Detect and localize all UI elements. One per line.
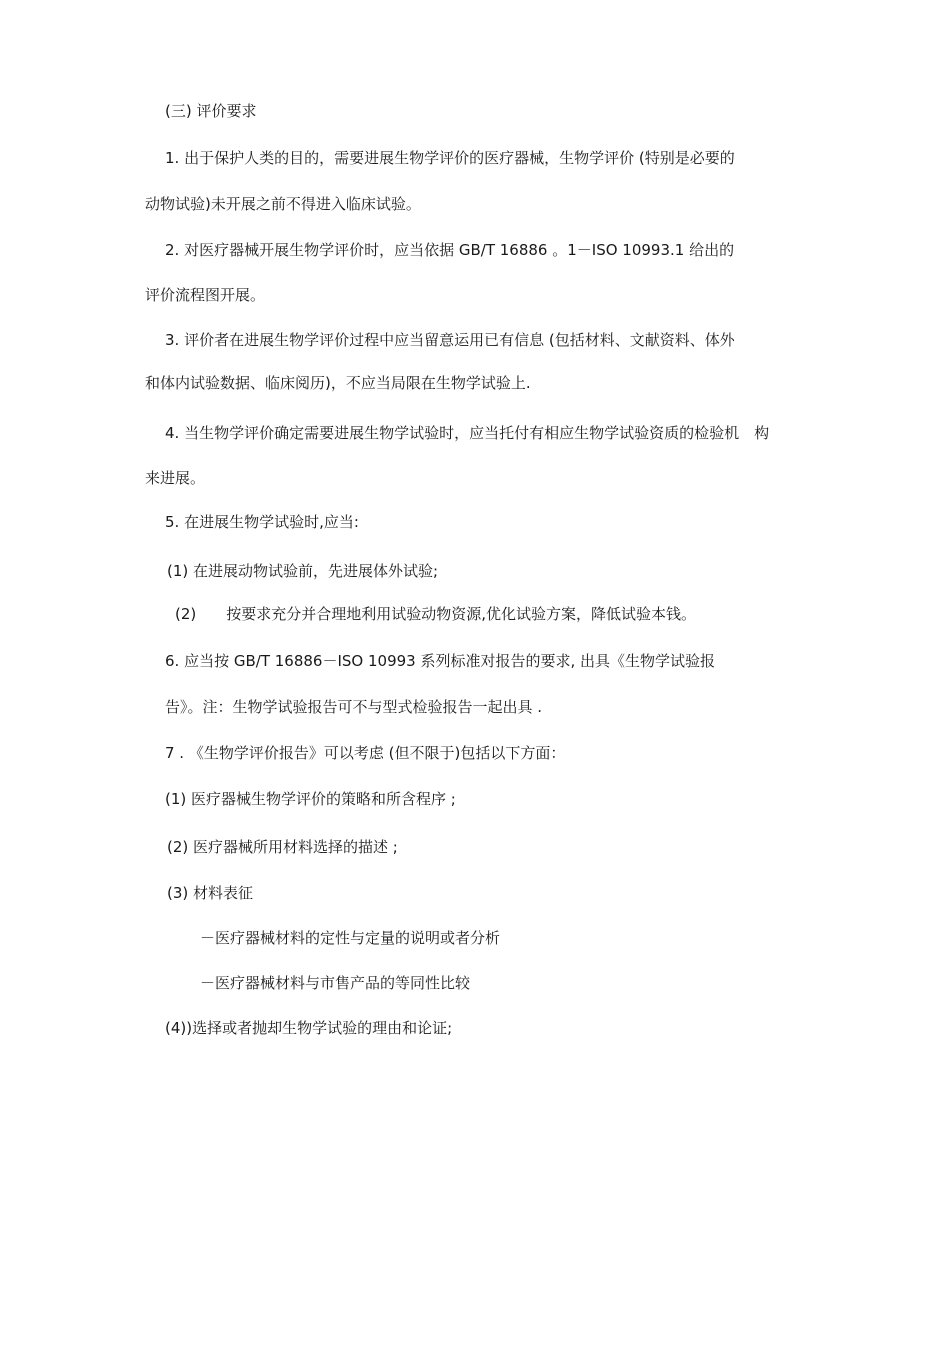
list-item: (2) 医疗器械所用材料选择的描述 ;: [167, 838, 398, 856]
list-item: (1) 医疗器械生物学评价的策略和所含程序 ;: [165, 790, 456, 808]
paragraph-line: 3. 评价者在进展生物学评价过程中应当留意运用已有信息 (包括材料、文献资料、体外: [165, 331, 735, 349]
list-item: (2) 按要求充分并合理地利用试验动物资源,优化试验方案，降低试验本钱。: [175, 605, 697, 623]
paragraph-line: 4. 当生物学评价确定需要进展生物学试验时，应当托付有相应生物学试验资质的检验机 构: [165, 424, 770, 442]
paragraph-line: 来进展。: [145, 469, 206, 487]
paragraph-line: 告》。注：生物学试验报告可不与型式检验报告一起出具 .: [165, 698, 543, 716]
paragraph-line: 和体内试验数据、临床阅历)，不应当局限在生物学试验上.: [145, 374, 531, 392]
section-heading: (三) 评价要求: [165, 102, 257, 120]
paragraph-line: 5. 在进展生物学试验时,应当:: [165, 513, 359, 531]
paragraph-line: 评价流程图开展。: [145, 286, 266, 304]
paragraph-line: 6. 应当按 GB/T 16886－ISO 10993 系列标准对报告的要求, 出具《生物学试验报: [165, 652, 716, 670]
paragraph-line: 1. 出于保护人类的目的，需要进展生物学评价的医疗器械，生物学评价 (特别是必要的: [165, 149, 735, 167]
sub-list-item: －医疗器械材料与市售产品的等同性比较: [200, 974, 471, 992]
paragraph-line: 动物试验)未开展之前不得进入临床试验。: [145, 195, 421, 213]
list-item: (3) 材料表征: [167, 884, 254, 902]
sub-list-item: －医疗器械材料的定性与定量的说明或者分析: [200, 929, 501, 947]
list-item: (4))选择或者抛却生物学试验的理由和论证;: [165, 1019, 453, 1037]
list-item: (1) 在进展动物试验前，先进展体外试验;: [167, 562, 439, 580]
paragraph-line: 7 . 《生物学评价报告》可以考虑 (但不限于)包括以下方面：: [165, 744, 566, 762]
paragraph-line: 2. 对医疗器械开展生物学评价时，应当依据 GB/T 16886 。1－ISO 10993.1 给出的: [165, 241, 735, 259]
